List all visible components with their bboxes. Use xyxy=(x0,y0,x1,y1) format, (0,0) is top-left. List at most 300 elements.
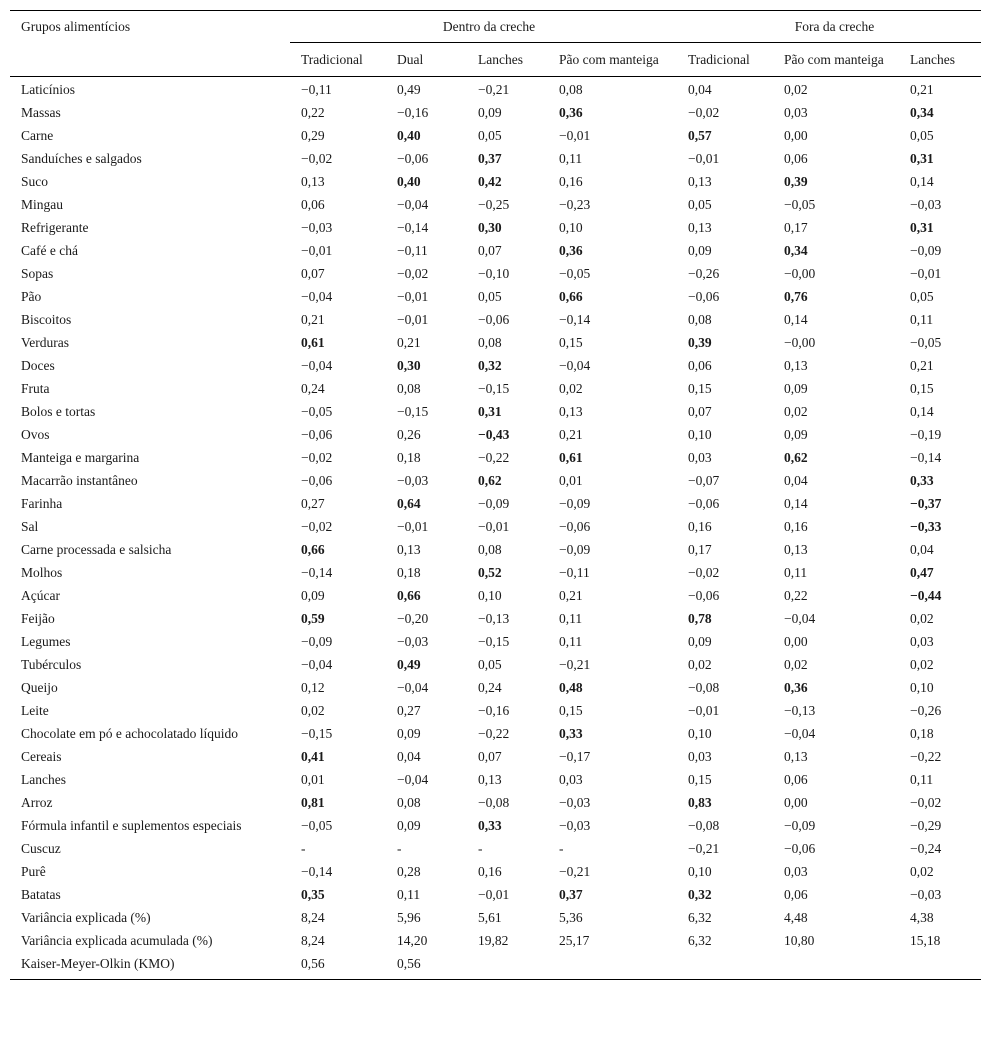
column-header: Tradicional xyxy=(677,43,773,77)
loading-cell xyxy=(677,331,773,354)
loading-cell: 15,18 xyxy=(910,933,941,948)
salient-loading: 0,30 xyxy=(397,358,421,373)
salient-loading: 0,62 xyxy=(784,450,808,465)
loading-cell xyxy=(467,469,548,492)
salient-loading: 0,49 xyxy=(397,657,421,672)
loading-cell: 0,49 xyxy=(397,82,421,97)
loadings-table-container xyxy=(10,10,981,980)
loading-cell: −0,09 xyxy=(559,496,591,511)
table-row xyxy=(10,400,981,423)
row-label: Laticínios xyxy=(21,82,75,97)
loading-cell: 0,18 xyxy=(397,450,421,465)
table-row xyxy=(10,837,981,860)
loading-cell xyxy=(386,170,467,193)
loading-cell: −0,06 xyxy=(688,289,720,304)
salient-loading: 0,31 xyxy=(910,220,934,235)
row-label: Manteiga e margarina xyxy=(21,450,140,465)
table-row xyxy=(10,492,981,515)
table-row xyxy=(10,170,981,193)
loading-cell xyxy=(467,814,548,837)
row-label: Chocolate em pó e achocolatado líquido xyxy=(21,726,239,741)
row-label: Cereais xyxy=(21,749,62,764)
loading-cell xyxy=(290,883,386,906)
loading-cell xyxy=(290,791,386,814)
loading-cell: −0,03 xyxy=(397,634,429,649)
table-row xyxy=(10,791,981,814)
loading-cell: −0,04 xyxy=(397,680,429,695)
loading-cell: 0,07 xyxy=(301,266,325,281)
loading-cell: −0,02 xyxy=(397,266,429,281)
loading-cell: 0,21 xyxy=(559,588,583,603)
loading-cell xyxy=(899,492,981,515)
loading-cell: −0,03 xyxy=(910,197,942,212)
loading-cell xyxy=(467,216,548,239)
loading-cell: −0,09 xyxy=(478,496,510,511)
salient-loading: 0,52 xyxy=(478,565,502,580)
loading-cell xyxy=(899,216,981,239)
loading-cell: 0,13 xyxy=(397,542,421,557)
loading-cell: 0,02 xyxy=(784,404,808,419)
salient-loading: 0,33 xyxy=(478,818,502,833)
loading-cell: 6,32 xyxy=(688,933,712,948)
loading-cell: 0,03 xyxy=(910,634,934,649)
loading-cell: −0,21 xyxy=(478,82,510,97)
loading-cell: 0,21 xyxy=(910,82,934,97)
loading-cell: 0,16 xyxy=(478,864,502,879)
salient-loading: −0,37 xyxy=(910,496,942,511)
loading-cell: 0,05 xyxy=(478,289,502,304)
loading-cell: −0,02 xyxy=(301,151,333,166)
loading-cell: 0,10 xyxy=(688,427,712,442)
loading-cell: −0,06 xyxy=(784,841,816,856)
column-header: Lanches xyxy=(899,43,981,77)
row-label: Massas xyxy=(21,105,61,120)
loading-cell xyxy=(899,147,981,170)
loading-cell: −0,06 xyxy=(301,473,333,488)
table-row xyxy=(10,239,981,262)
loading-cell: 10,80 xyxy=(784,933,815,948)
loading-cell: 0,14 xyxy=(784,496,808,511)
loading-cell: 0,05 xyxy=(478,128,502,143)
loading-cell: 0,15 xyxy=(688,772,712,787)
row-label: Sopas xyxy=(21,266,54,281)
loading-cell: −0,04 xyxy=(784,726,816,741)
table-row xyxy=(10,377,981,400)
loading-cell: 0,24 xyxy=(478,680,502,695)
loading-cell: 0,06 xyxy=(688,358,712,373)
loading-cell: 0,21 xyxy=(559,427,583,442)
table-row xyxy=(10,101,981,124)
row-label: Açúcar xyxy=(21,588,60,603)
loading-cell: 0,04 xyxy=(910,542,934,557)
loading-cell xyxy=(467,170,548,193)
loading-cell: −0,06 xyxy=(397,151,429,166)
salient-loading: 0,78 xyxy=(688,611,712,626)
loading-cell xyxy=(677,883,773,906)
row-label: Verduras xyxy=(21,335,69,350)
loading-cell: −0,09 xyxy=(301,634,333,649)
group-header-fora: Fora da creche xyxy=(677,11,981,43)
loading-cell: 0,17 xyxy=(784,220,808,235)
row-label: Bolos e tortas xyxy=(21,404,96,419)
loading-cell: 0,11 xyxy=(910,312,934,327)
loading-cell: 0,13 xyxy=(688,174,712,189)
loading-cell: 6,32 xyxy=(688,910,712,925)
loading-cell: −0,08 xyxy=(688,680,720,695)
loading-cell: 0,03 xyxy=(784,105,808,120)
loading-cell: −0,05 xyxy=(910,335,942,350)
table-row xyxy=(10,124,981,147)
loading-cell: 0,15 xyxy=(910,381,934,396)
loading-cell: 0,16 xyxy=(784,519,808,534)
loading-cell xyxy=(548,239,677,262)
salient-loading: 0,40 xyxy=(397,128,421,143)
loading-cell: −0,26 xyxy=(910,703,942,718)
loading-cell: −0,14 xyxy=(559,312,591,327)
loading-cell: −0,21 xyxy=(688,841,720,856)
loading-cell: 0,06 xyxy=(784,887,808,902)
loading-cell: 0,11 xyxy=(784,565,808,580)
loading-cell: 0,21 xyxy=(301,312,325,327)
salient-loading: 0,35 xyxy=(301,887,325,902)
loading-cell: 0,00 xyxy=(784,128,808,143)
loading-cell: 0,13 xyxy=(301,174,325,189)
column-header: Pão com manteiga xyxy=(548,43,677,77)
table-body xyxy=(10,77,981,980)
loading-cell: −0,03 xyxy=(559,818,591,833)
loading-cell: −0,03 xyxy=(397,473,429,488)
salient-loading: 0,31 xyxy=(910,151,934,166)
loading-cell: −0,08 xyxy=(478,795,510,810)
loading-cell: 5,36 xyxy=(559,910,583,925)
loading-cell: −0,04 xyxy=(784,611,816,626)
salient-loading: 0,32 xyxy=(688,887,712,902)
loading-cell: 5,61 xyxy=(478,910,502,925)
loading-cell: −0,14 xyxy=(301,864,333,879)
loading-cell: 0,03 xyxy=(688,749,712,764)
salient-loading: 0,61 xyxy=(301,335,325,350)
loading-cell: −0,15 xyxy=(397,404,429,419)
row-label: Ovos xyxy=(21,427,50,442)
table-row xyxy=(10,676,981,699)
loading-cell: 0,09 xyxy=(397,818,421,833)
loading-cell xyxy=(290,538,386,561)
loading-cell: 0,02 xyxy=(910,611,934,626)
loading-cell: 0,14 xyxy=(910,174,934,189)
row-label: Batatas xyxy=(21,887,61,902)
salient-loading: 0,30 xyxy=(478,220,502,235)
loading-cell: −0,01 xyxy=(559,128,591,143)
loading-cell: 0,16 xyxy=(688,519,712,534)
loading-cell: 0,02 xyxy=(910,864,934,879)
loading-cell: 0,00 xyxy=(784,634,808,649)
salient-loading: 0,33 xyxy=(910,473,934,488)
loading-cell: −0,01 xyxy=(478,887,510,902)
loading-cell xyxy=(677,791,773,814)
loading-cell: −0,04 xyxy=(301,657,333,672)
salient-loading: −0,33 xyxy=(910,519,942,534)
loading-cell: 0,11 xyxy=(910,772,934,787)
factor-loadings-table xyxy=(10,10,981,980)
table-row xyxy=(10,814,981,837)
loading-cell: 0,56 xyxy=(386,952,467,980)
loading-cell xyxy=(677,607,773,630)
salient-loading: 0,36 xyxy=(559,243,583,258)
loading-cell: 0,09 xyxy=(397,726,421,741)
salient-loading: 0,40 xyxy=(397,174,421,189)
loading-cell: −0,20 xyxy=(397,611,429,626)
loading-cell: −0,14 xyxy=(301,565,333,580)
row-label: Queijo xyxy=(21,680,58,695)
loading-cell xyxy=(386,124,467,147)
salient-loading: 0,31 xyxy=(478,404,502,419)
salient-loading: 0,59 xyxy=(301,611,325,626)
row-label: Variância explicada (%) xyxy=(21,910,151,925)
loading-cell: −0,09 xyxy=(910,243,942,258)
loading-cell: 0,18 xyxy=(397,565,421,580)
loading-cell xyxy=(548,676,677,699)
loading-cell: 0,04 xyxy=(784,473,808,488)
loading-cell xyxy=(773,952,899,980)
loading-cell xyxy=(467,147,548,170)
salient-loading: 0,48 xyxy=(559,680,583,695)
loading-cell: −0,16 xyxy=(478,703,510,718)
loading-cell xyxy=(386,584,467,607)
loading-cell: 25,17 xyxy=(559,933,590,948)
salient-loading: 0,33 xyxy=(559,726,583,741)
loading-cell: 0,26 xyxy=(397,427,421,442)
loading-cell: −0,04 xyxy=(301,358,333,373)
table-row xyxy=(10,354,981,377)
loading-cell: −0,01 xyxy=(910,266,942,281)
loading-cell: −0,11 xyxy=(559,565,590,580)
salient-loading: 0,66 xyxy=(301,542,325,557)
loading-cell: - xyxy=(559,841,564,856)
salient-loading: 0,76 xyxy=(784,289,808,304)
table-row xyxy=(10,147,981,170)
row-label: Molhos xyxy=(21,565,63,580)
loading-cell: 0,27 xyxy=(397,703,421,718)
salient-loading: 0,34 xyxy=(784,243,808,258)
loading-cell xyxy=(899,584,981,607)
loading-cell: 0,17 xyxy=(688,542,712,557)
loading-cell: 0,11 xyxy=(559,634,583,649)
table-row xyxy=(10,193,981,216)
loading-cell: 0,15 xyxy=(688,381,712,396)
salient-loading: 0,42 xyxy=(478,174,502,189)
loading-cell xyxy=(899,561,981,584)
loading-cell: 0,05 xyxy=(910,289,934,304)
loading-cell xyxy=(899,101,981,124)
loading-cell: −0,05 xyxy=(301,818,333,833)
loading-cell xyxy=(899,469,981,492)
row-label: Doces xyxy=(21,358,55,373)
loading-cell: 0,08 xyxy=(559,82,583,97)
row-label: Purê xyxy=(21,864,46,879)
loading-cell: −0,02 xyxy=(301,450,333,465)
salient-loading: 0,34 xyxy=(910,105,934,120)
loading-cell: 0,13 xyxy=(784,358,808,373)
loading-cell: −0,15 xyxy=(301,726,333,741)
loading-cell: 0,09 xyxy=(688,634,712,649)
salient-loading: 0,37 xyxy=(559,887,583,902)
loading-cell: −0,19 xyxy=(910,427,942,442)
loading-cell: −0,21 xyxy=(559,864,591,879)
loading-cell: −0,01 xyxy=(688,703,720,718)
loading-cell: −0,06 xyxy=(559,519,591,534)
loading-cell: 0,11 xyxy=(559,611,583,626)
table-row xyxy=(10,216,981,239)
loading-cell: 0,29 xyxy=(301,128,325,143)
column-header: Dual xyxy=(386,43,467,77)
loading-cell: 0,02 xyxy=(910,657,934,672)
loading-cell: −0,10 xyxy=(478,266,510,281)
loading-cell: −0,03 xyxy=(910,887,942,902)
table-row xyxy=(10,446,981,469)
loading-cell: 0,15 xyxy=(559,703,583,718)
loading-cell: 0,08 xyxy=(397,795,421,810)
loading-cell xyxy=(290,745,386,768)
loading-cell: 4,48 xyxy=(784,910,808,925)
loading-cell: −0,24 xyxy=(910,841,942,856)
loading-cell: 0,05 xyxy=(910,128,934,143)
loading-cell: 0,03 xyxy=(688,450,712,465)
row-label: Leite xyxy=(21,703,49,718)
loading-cell: −0,02 xyxy=(910,795,942,810)
loading-cell xyxy=(290,331,386,354)
loading-cell: - xyxy=(397,841,402,856)
loading-cell xyxy=(467,952,548,980)
loading-cell: −0,17 xyxy=(559,749,591,764)
loading-cell: −0,04 xyxy=(301,289,333,304)
loading-cell: 0,08 xyxy=(688,312,712,327)
loading-cell: −0,05 xyxy=(559,266,591,281)
loading-cell: −0,06 xyxy=(301,427,333,442)
row-label: Lanches xyxy=(21,772,66,787)
row-label: Carne processada e salsicha xyxy=(21,542,172,557)
loading-cell: 0,10 xyxy=(688,726,712,741)
loading-cell xyxy=(548,952,677,980)
loading-cell: −0,15 xyxy=(478,381,510,396)
table-row xyxy=(10,469,981,492)
loading-cell: 0,08 xyxy=(397,381,421,396)
loading-cell: 0,22 xyxy=(301,105,325,120)
loading-cell: 0,08 xyxy=(478,542,502,557)
loading-cell: 0,13 xyxy=(784,749,808,764)
table-row xyxy=(10,929,981,952)
table-row xyxy=(10,906,981,929)
table-row xyxy=(10,883,981,906)
row-label: Macarrão instantâneo xyxy=(21,473,138,488)
loading-cell xyxy=(386,492,467,515)
loading-cell: 0,01 xyxy=(559,473,583,488)
loading-cell: 0,02 xyxy=(784,82,808,97)
row-label: Arroz xyxy=(21,795,53,810)
loading-cell: 0,04 xyxy=(688,82,712,97)
salient-loading: 0,39 xyxy=(688,335,712,350)
table-row xyxy=(10,745,981,768)
table-row xyxy=(10,860,981,883)
loading-cell: 0,21 xyxy=(397,335,421,350)
row-label: Feijão xyxy=(21,611,55,626)
salient-loading: 0,62 xyxy=(478,473,502,488)
loading-cell xyxy=(773,170,899,193)
salient-loading: 0,66 xyxy=(559,289,583,304)
loading-cell: 0,11 xyxy=(397,887,421,902)
loading-cell: −0,01 xyxy=(301,243,333,258)
loading-cell: 0,08 xyxy=(478,335,502,350)
loading-cell: 0,10 xyxy=(559,220,583,235)
loading-cell: 0,56 xyxy=(290,952,386,980)
loading-cell: 0,06 xyxy=(784,151,808,166)
row-header-label: Grupos alimentícios xyxy=(21,19,131,34)
table-row xyxy=(10,331,981,354)
table-row xyxy=(10,768,981,791)
loading-cell: 0,01 xyxy=(301,772,325,787)
loading-cell: 0,12 xyxy=(301,680,325,695)
loading-cell: 0,02 xyxy=(559,381,583,396)
loading-cell: 5,96 xyxy=(397,910,421,925)
loading-cell: −0,04 xyxy=(559,358,591,373)
table-row xyxy=(10,561,981,584)
loading-cell xyxy=(386,354,467,377)
salient-loading: 0,36 xyxy=(559,105,583,120)
salient-loading: 0,57 xyxy=(688,128,712,143)
table-row xyxy=(10,584,981,607)
row-label: Sal xyxy=(21,519,39,534)
column-header: Pão com manteiga xyxy=(773,43,899,77)
loading-cell: −0,01 xyxy=(688,151,720,166)
loading-cell: 0,02 xyxy=(301,703,325,718)
table-header xyxy=(10,11,981,77)
loading-cell: 0,06 xyxy=(784,772,808,787)
salient-loading: 0,47 xyxy=(910,565,934,580)
table-row xyxy=(10,77,981,102)
loading-cell xyxy=(467,354,548,377)
loading-cell: 0,07 xyxy=(478,243,502,258)
table-row xyxy=(10,515,981,538)
table-row xyxy=(10,423,981,446)
loading-cell: 0,09 xyxy=(688,243,712,258)
table-row xyxy=(10,952,981,980)
loading-cell: −0,04 xyxy=(397,197,429,212)
salient-loading: 0,39 xyxy=(784,174,808,189)
loading-cell xyxy=(290,607,386,630)
loading-cell: 14,20 xyxy=(397,933,428,948)
table-row xyxy=(10,630,981,653)
row-label: Fórmula infantil e suplementos especiais xyxy=(21,818,242,833)
loading-cell: −0,13 xyxy=(478,611,510,626)
row-label: Carne xyxy=(21,128,54,143)
loading-cell: −0,09 xyxy=(784,818,816,833)
loading-cell: −0,26 xyxy=(688,266,720,281)
loading-cell: −0,05 xyxy=(301,404,333,419)
loading-cell: 0,10 xyxy=(688,864,712,879)
table-row xyxy=(10,653,981,676)
loading-cell xyxy=(548,285,677,308)
loading-cell: - xyxy=(478,841,483,856)
salient-loading: 0,81 xyxy=(301,795,325,810)
loading-cell: 0,27 xyxy=(301,496,325,511)
loading-cell xyxy=(467,400,548,423)
loading-cell: 0,02 xyxy=(784,657,808,672)
loading-cell: −0,04 xyxy=(397,772,429,787)
table-row xyxy=(10,722,981,745)
column-header: Lanches xyxy=(467,43,548,77)
loading-cell xyxy=(548,446,677,469)
loading-cell: 0,24 xyxy=(301,381,325,396)
loading-cell: −0,05 xyxy=(784,197,816,212)
